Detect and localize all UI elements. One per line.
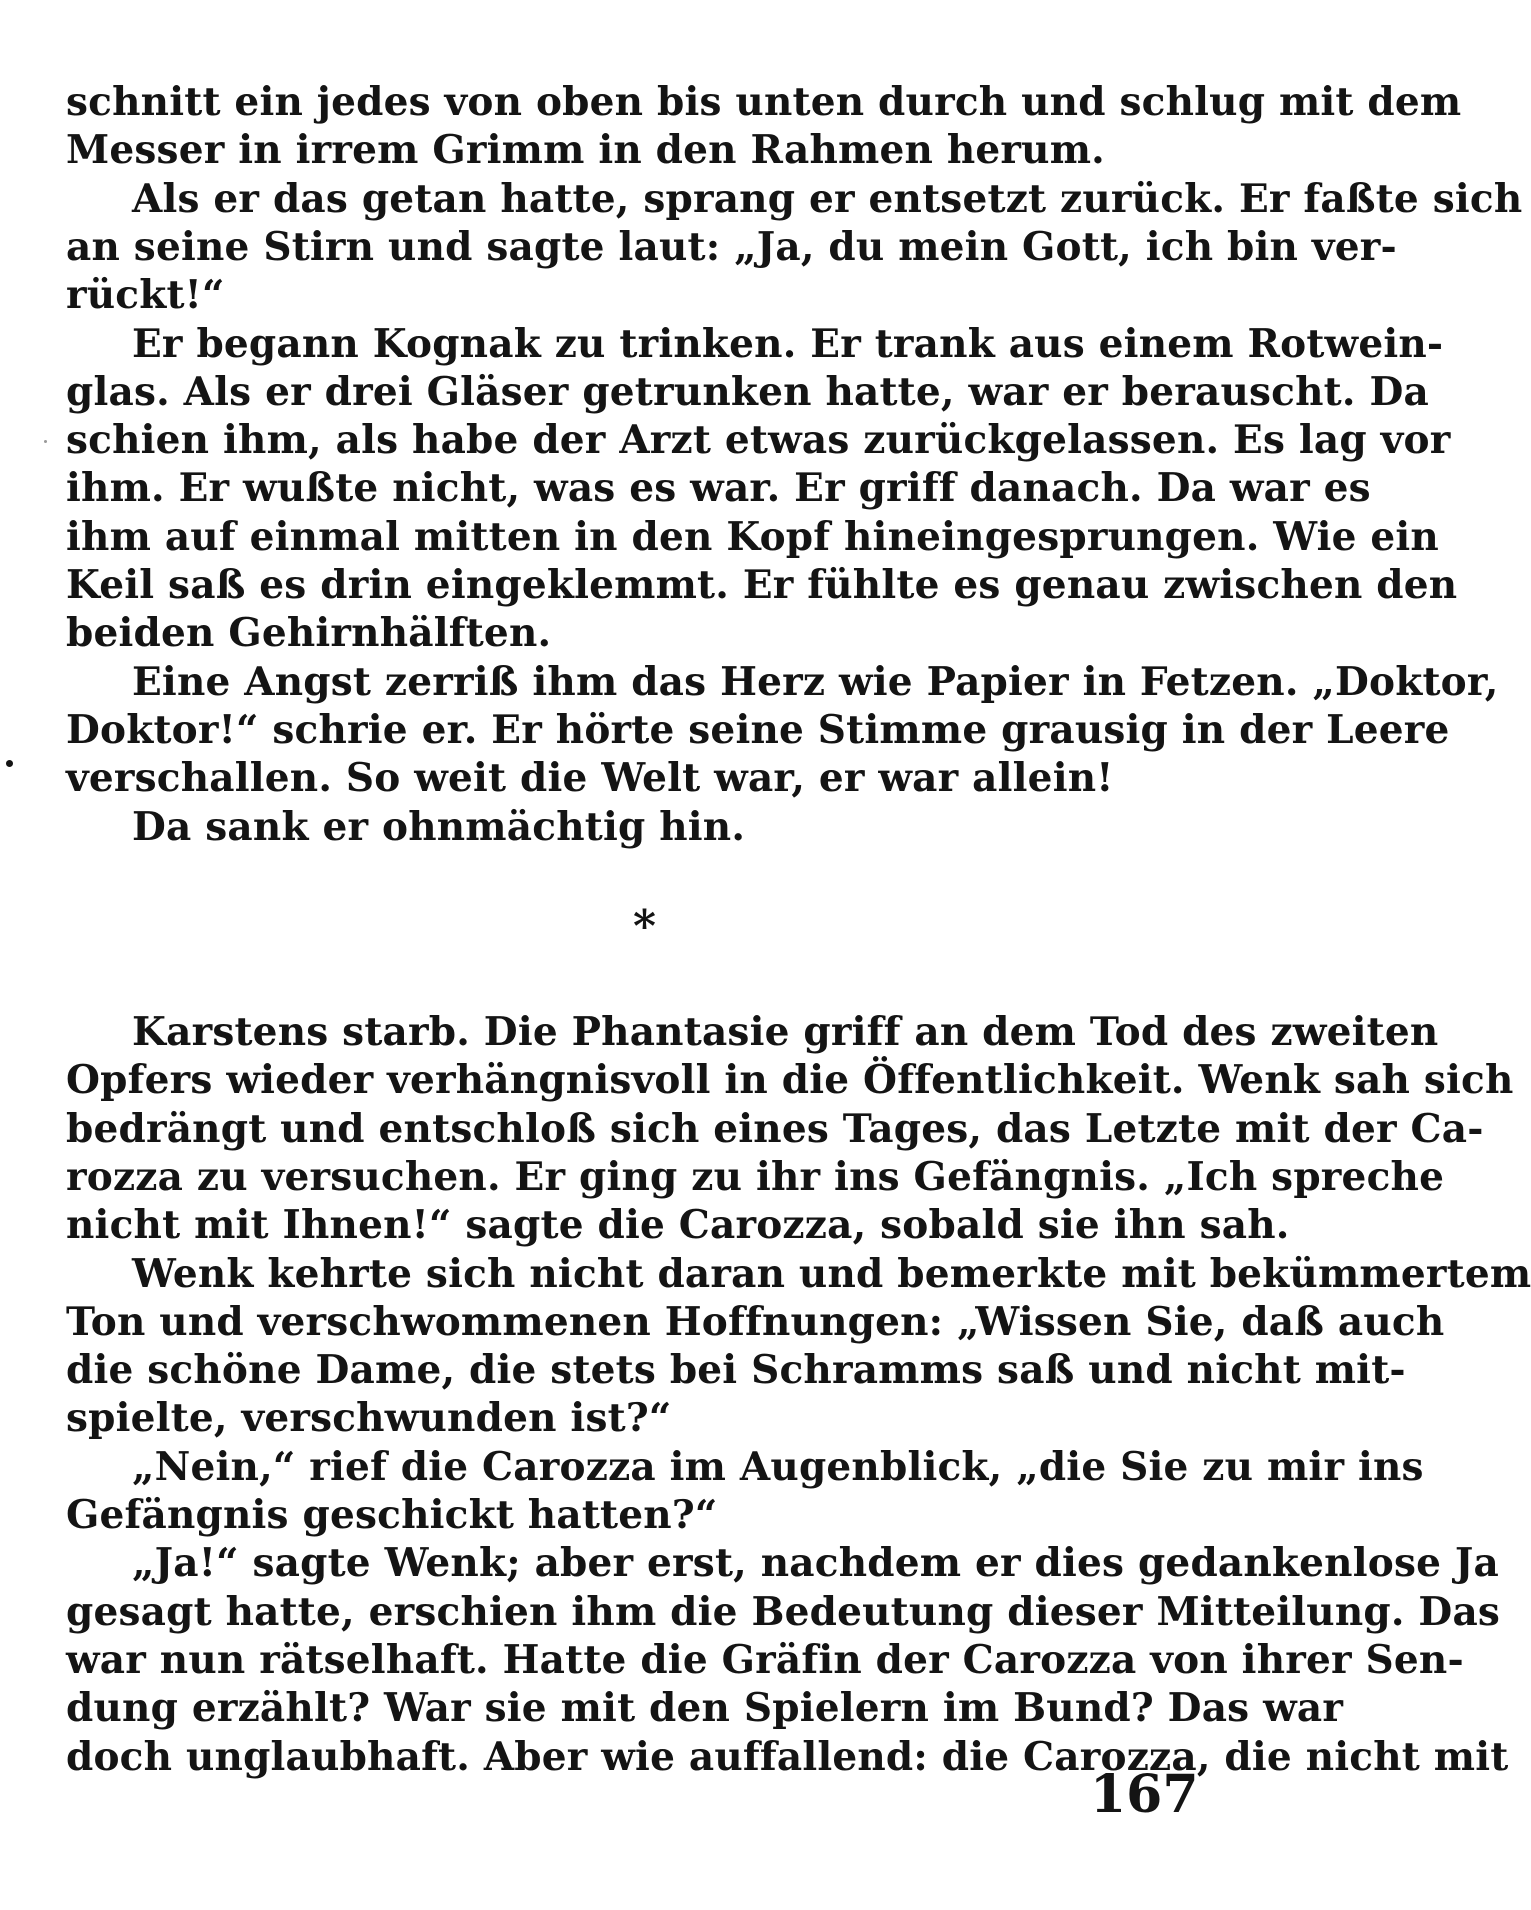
text-line: schien ihm, als habe der Arzt etwas zurückgelassen. Es lag vor xyxy=(66,417,1451,464)
text-line: Da sank er ohnmächtig hin. xyxy=(132,803,746,850)
text-line: „Nein,“ rief die Carozza im Augenblick, „die Sie zu mir ins xyxy=(132,1443,1424,1490)
text-line: Messer in irrem Grimm in den Rahmen herum. xyxy=(66,127,1105,174)
text-line: rozza zu versuchen. Er ging zu ihr ins Gefängnis. „Ich spreche xyxy=(66,1153,1445,1200)
text-line: Opfers wieder verhängnisvoll in die Öffentlichkeit. Wenk sah sich xyxy=(66,1057,1514,1104)
text-line: Als er das getan hatte, sprang er entsetzt zurück. Er faßte sich xyxy=(132,175,1523,222)
text-line: Keil saß es drin eingeklemmt. Er fühlte es genau zwischen den xyxy=(66,562,1458,608)
text-line: dung erzählt? War sie mit den Spielern im Bund? Das war xyxy=(66,1685,1344,1732)
text-line: Ton und verschwommenen Hoffnungen: „Wissen Sie, daß auch xyxy=(66,1298,1445,1345)
text-line: nicht mit Ihnen!“ sagte die Carozza, sobald sie ihn sah. xyxy=(66,1202,1290,1249)
text-line: ihm auf einmal mitten in den Kopf hineingesprungen. Wie ein xyxy=(66,513,1439,560)
text-line: schnitt ein jedes von oben bis unten durch und schlug mit dem xyxy=(66,79,1462,125)
ink-speck xyxy=(44,440,47,443)
ink-speck xyxy=(6,760,13,767)
section-separator: * xyxy=(632,901,656,952)
text-line: war nun rätselhaft. Hatte die Gräfin der Carozza von ihrer Sen- xyxy=(66,1636,1464,1683)
text-line: Wenk kehrte sich nicht daran und bemerkte mit bekümmertem xyxy=(132,1250,1531,1297)
text-line: Karstens starb. Die Phantasie griff an dem Tod des zweiten xyxy=(132,1009,1439,1055)
text-line: „Ja!“ sagte Wenk; aber erst, nachdem er dies gedankenlose Ja xyxy=(132,1540,1500,1587)
text-line: die schöne Dame, die stets bei Schramms saß und nicht mit- xyxy=(66,1347,1406,1394)
page-number: 167 xyxy=(1090,1764,1199,1825)
text-line: glas. Als er drei Gläser getrunken hatte, war er berauscht. Da xyxy=(66,368,1429,415)
text-line: bedrängt und entschloß sich eines Tages, das Letzte mit der Ca- xyxy=(66,1105,1484,1152)
text-line: gesagt hatte, erschien ihm die Bedeutung dieser Mitteilung. Das xyxy=(66,1588,1501,1635)
text-line: spielte, verschwunden ist?“ xyxy=(66,1395,672,1442)
text-line: ihm. Er wußte nicht, was es war. Er griff danach. Da war es xyxy=(66,465,1371,512)
text-line: Doktor!“ schrie er. Er hörte seine Stimme grausig in der Leere xyxy=(66,706,1450,753)
text-line: Eine Angst zerriß ihm das Herz wie Papier in Fetzen. „Doktor, xyxy=(132,658,1499,705)
text-line: Gefängnis geschickt hatten?“ xyxy=(66,1492,718,1538)
text-line: an seine Stirn und sagte laut: „Ja, du mein Gott, ich bin ver- xyxy=(66,223,1397,270)
text-line: doch unglaubhaft. Aber wie auffallend: die Carozza, die nicht mit xyxy=(66,1733,1509,1780)
text-line: Er begann Kognak zu trinken. Er trank aus einem Rotwein- xyxy=(132,320,1444,367)
text-line: verschallen. So weit die Welt war, er war allein! xyxy=(66,755,1114,802)
text-line: rückt!“ xyxy=(66,272,225,319)
text-line: beiden Gehirnhälften. xyxy=(66,610,552,657)
